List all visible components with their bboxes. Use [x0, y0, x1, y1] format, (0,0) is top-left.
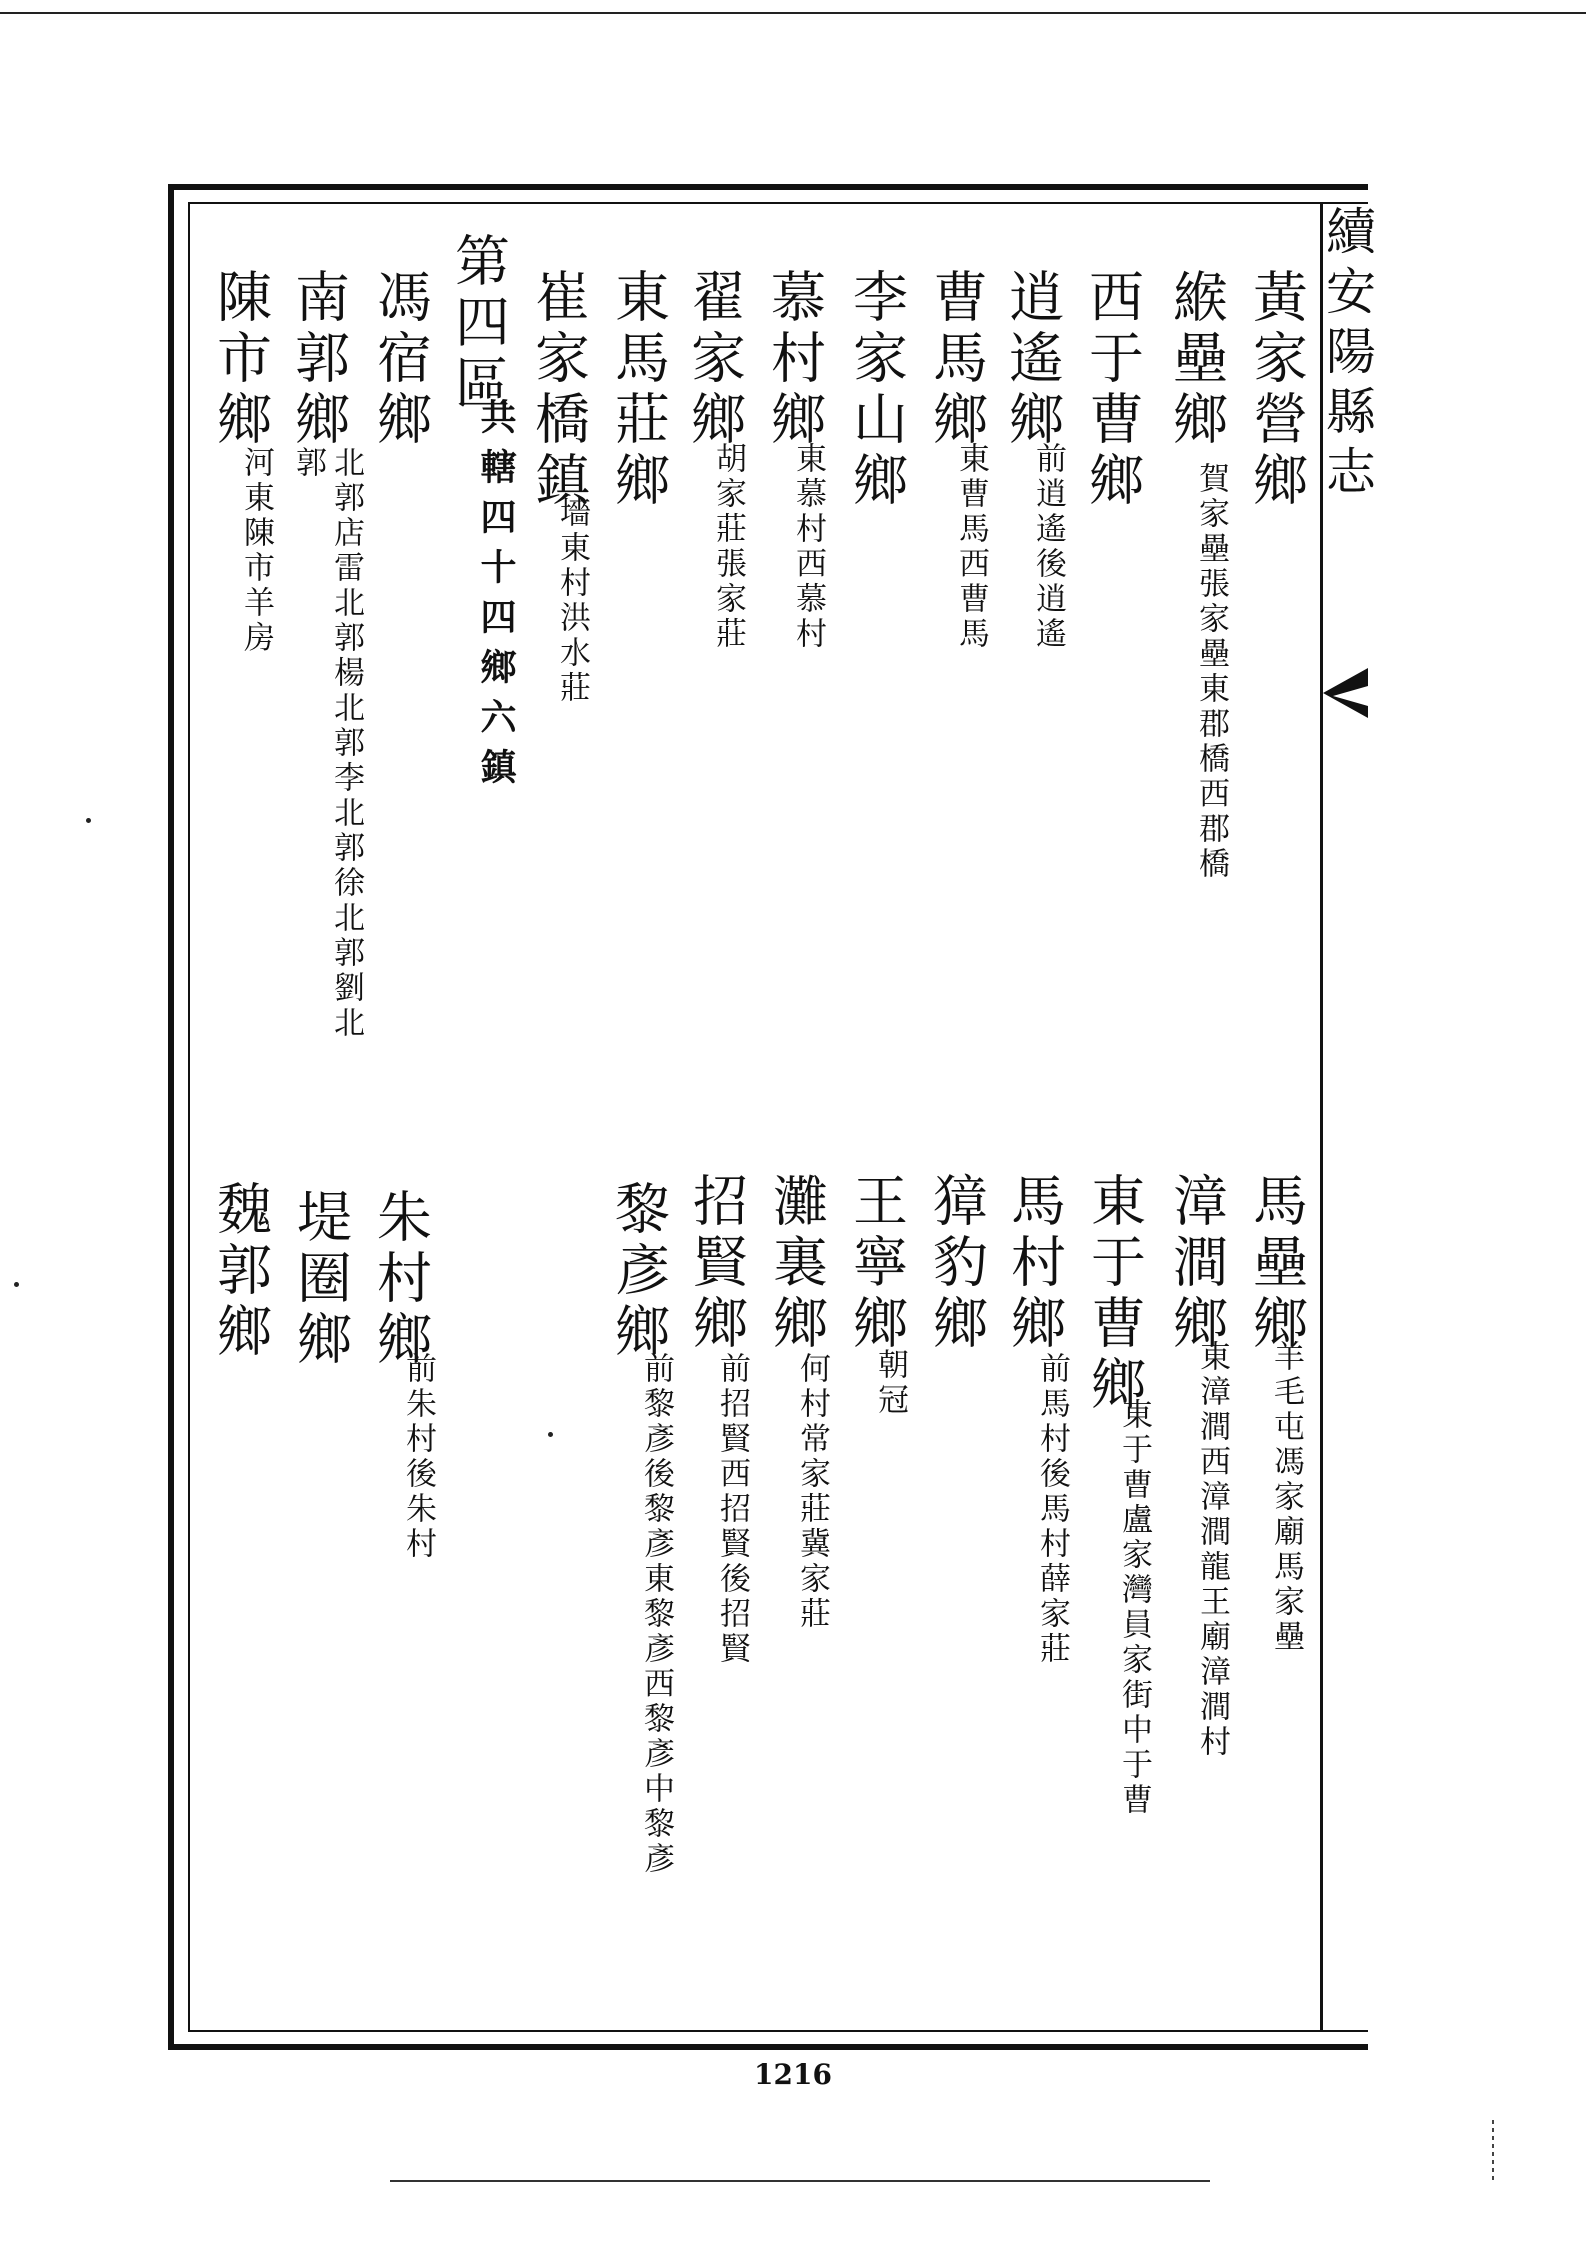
spine-title: 續安陽縣志	[1318, 205, 1376, 505]
township-heading: 陳市鄉	[208, 268, 272, 451]
township-heading: 堤圈鄉	[288, 1188, 352, 1371]
village-list: 東曹馬西曹馬	[953, 442, 989, 652]
village-list: 朝冠	[872, 1348, 908, 1418]
scan-speck	[548, 1432, 553, 1437]
township-heading: 獐豹鄉	[924, 1172, 988, 1355]
township-heading: 崔家橋鎮	[526, 268, 590, 512]
township-heading: 逍遙鄉	[1000, 268, 1064, 451]
village-list: 胡家莊張家莊	[710, 442, 746, 652]
scan-speck	[14, 1282, 19, 1287]
village-list: 東慕村西慕村	[790, 442, 826, 652]
district-summary: 共轄四十四鄉六鎮	[475, 398, 517, 798]
township-heading: 南郭鄉	[286, 268, 350, 451]
village-list: 東漳澗西漳澗龍王廟漳澗村	[1194, 1340, 1230, 1760]
township-heading: 漳澗鄉	[1164, 1172, 1228, 1355]
village-list: 羊毛屯馮家廟馬家壘	[1268, 1340, 1304, 1655]
township-heading: 翟家鄉	[682, 268, 746, 451]
page-frame-inner	[188, 202, 1368, 2032]
township-heading: 李家山鄉	[844, 268, 908, 512]
village-list: 前逍遙後逍遙	[1030, 442, 1066, 652]
village-list: 前招賢西招賢後招賢	[714, 1352, 750, 1667]
township-heading: 緱壘鄉	[1164, 268, 1228, 451]
township-heading: 東于曹鄉	[1082, 1172, 1146, 1416]
bottom-rule	[390, 2180, 1210, 2182]
page-number: 1216	[754, 2058, 832, 2091]
scan-speck	[86, 818, 91, 823]
village-list: 何村常家莊冀家莊	[794, 1352, 830, 1632]
township-heading: 王寧鄉	[844, 1172, 908, 1355]
township-heading: 西于曹鄉	[1080, 268, 1144, 512]
township-heading: 慕村鄉	[762, 268, 826, 451]
village-list: 前朱村後朱村	[400, 1352, 436, 1562]
scan-mark	[1492, 2120, 1494, 2180]
top-rule	[0, 12, 1586, 14]
township-heading: 黎彥鄉	[606, 1180, 670, 1363]
township-heading: 馬村鄉	[1002, 1172, 1066, 1355]
fish-tail-mark	[1323, 668, 1368, 718]
township-heading: 東馬莊鄉	[606, 268, 670, 512]
village-list: 賀家壘張家壘東郡橋西郡橋	[1193, 462, 1229, 882]
township-heading: 黃家營鄉	[1244, 268, 1308, 512]
township-heading: 馬壘鄉	[1244, 1172, 1308, 1355]
village-list: 河東陳市羊房	[238, 446, 274, 656]
township-heading: 馮宿鄉	[368, 268, 432, 451]
district-heading: 第四區	[446, 232, 510, 415]
township-heading: 灘裏鄉	[764, 1172, 828, 1355]
township-heading: 魏郭鄉	[208, 1180, 272, 1363]
township-heading: 朱村鄉	[368, 1188, 432, 1371]
village-list: 東于曹盧家灣員家街中于曹	[1116, 1398, 1152, 1818]
village-list-continued: 郭	[290, 446, 326, 481]
village-list: 北郭店雷北郭楊北郭李北郭徐北郭劉北	[328, 446, 364, 1041]
village-list: 前黎彥後黎彥東黎彥西黎彥中黎彥	[638, 1352, 674, 1877]
township-heading: 招賢鄉	[684, 1172, 748, 1355]
village-list: 前馬村後馬村薛家莊	[1034, 1352, 1070, 1667]
village-list: 墻東村洪水莊	[554, 496, 590, 706]
township-heading: 曹馬鄉	[924, 268, 988, 451]
